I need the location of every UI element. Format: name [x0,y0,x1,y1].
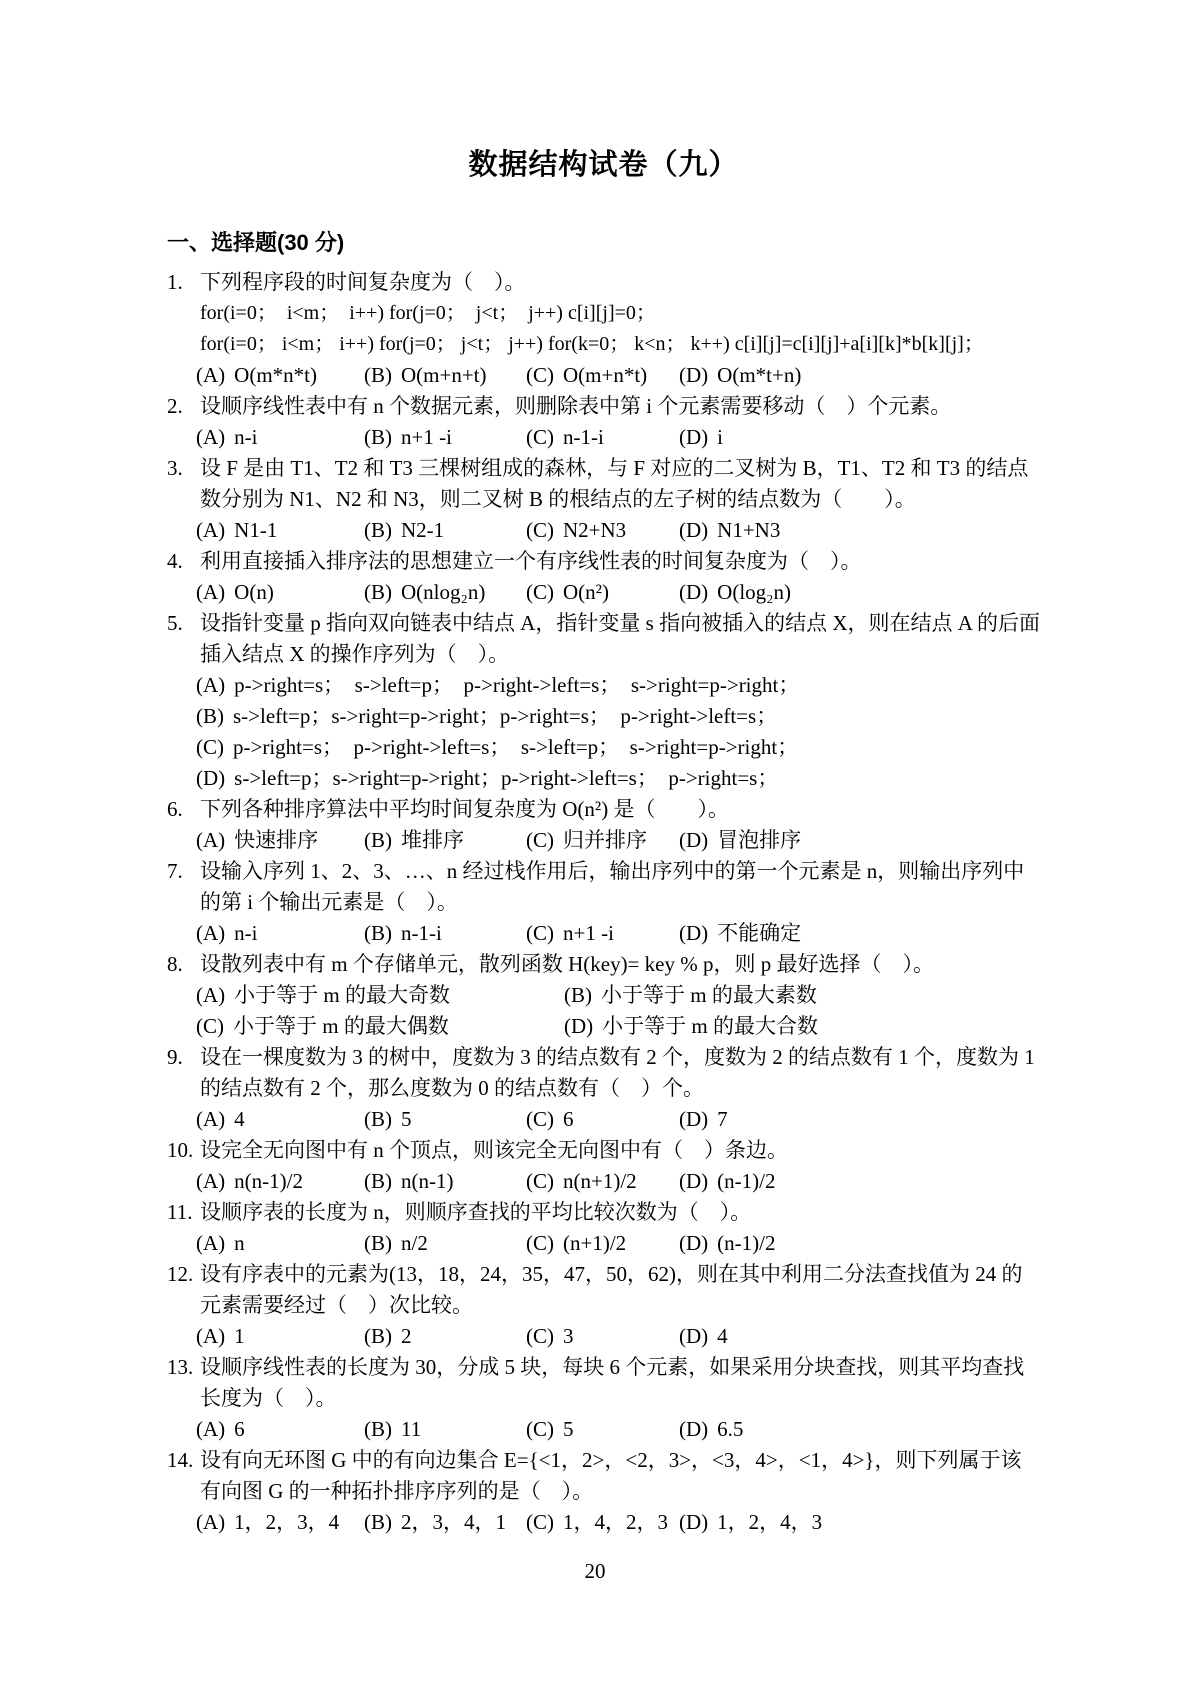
option-text: 堆排序 [401,828,464,852]
option-label: (A) [196,673,226,697]
option-label: (B) [364,1324,392,1348]
option-d [679,577,1040,608]
question-11 [167,1197,1040,1259]
question-stem: 设完全无向图中有 n 个顶点，则该完全无向图中有（ ）条边。 [200,1138,788,1162]
option-label: (C) [526,1324,554,1348]
option-label: (A) [196,1510,226,1534]
option-d [196,763,1040,794]
option-a [196,825,364,856]
option-a [196,1321,364,1352]
option-text: p->right=s； p->right->left=s； s->left=p； s->right=p->right； [233,735,799,759]
option-text: n(n+1)/2 [563,1169,637,1193]
options-group [167,670,1040,794]
option-d [679,1228,1040,1259]
option-label: (B) [364,518,392,542]
option-text: 6 [563,1107,574,1131]
option-text: 冒泡排序 [717,828,802,852]
options-group [167,422,1040,453]
option-text: 小于等于 m 的最大奇数 [234,983,450,1007]
option-label: (A) [196,983,226,1007]
option-label: (B) [196,704,224,728]
question-stem-line [167,794,1040,825]
question-number: 9. [167,1045,183,1069]
option-text: (n+1)/2 [563,1231,627,1255]
option-label: (B) [364,1510,392,1534]
option-c [526,360,679,391]
option-a [196,670,1040,701]
option-d [679,1507,1040,1538]
question-9 [167,1042,1040,1135]
option-label: (D) [679,1169,709,1193]
options-group [167,1507,1040,1538]
option-text: (n-1)/2 [717,1231,776,1255]
option-label: (A) [196,1324,226,1348]
option-c [526,422,679,453]
question-number: 14. [167,1448,194,1472]
question-3 [167,453,1040,546]
page-number: 20 [584,1559,606,1583]
option-text: O(n²) [563,580,609,604]
question-2 [167,391,1040,453]
option-d [679,918,1040,949]
options-group [167,1321,1040,1352]
option-label: (B) [364,1417,392,1441]
option-text: 6 [234,1417,245,1441]
option-label: (C) [526,425,554,449]
option-c [526,1321,679,1352]
question-stem-line [167,1197,1040,1228]
option-label: (D) [679,828,709,852]
option-b [364,577,526,608]
question-4 [167,546,1040,608]
option-text: n+1 -i [563,921,614,945]
option-text: 6.5 [717,1417,744,1441]
question-stem-line [167,1042,1040,1104]
options-group [167,1104,1040,1135]
option-label: (B) [364,828,392,852]
option-b [364,515,526,546]
question-stem: 设顺序表的长度为 n，则顺序查找的平均比较次数为（ ）。 [200,1200,752,1224]
option-c [196,732,1040,763]
option-text: O(m*n*t) [234,363,317,387]
option-label: (C) [526,518,554,542]
question-stem-line [167,453,1040,515]
option-text: O(n) [234,580,274,604]
option-label: (D) [679,425,709,449]
section-heading: 一、选择题(30 分) [167,230,345,255]
option-d [679,1414,1040,1445]
option-text: 1，2，4，3 [717,1510,823,1534]
question-stem-line [167,608,1040,670]
option-text: n-i [234,425,258,449]
question-stem: 设输入序列 1、2、3、…、n 经过栈作用后，输出序列中的第一个元素是 n，则输出序列中的第 i 个输出元素是（ ）。 [200,859,1025,914]
option-text: N2+N3 [563,518,627,542]
option-label: (C) [526,1417,554,1441]
option-label: (C) [196,735,224,759]
option-text: 5 [563,1417,574,1441]
option-label: (B) [364,1107,392,1131]
option-a [196,1507,364,1538]
option-c [526,1104,679,1135]
code-line: for(i=0； i<m； i++) for(j=0； j<t； j++) for(k=0； k<n； k++) c[i][j]=c[i][j]+a[i][k]*b[k][j]； [200,333,984,355]
option-label: (D) [679,580,709,604]
question-14 [167,1445,1040,1538]
options-group [167,577,1040,608]
question-number: 7. [167,859,183,883]
option-text: 小于等于 m 的最大素数 [601,983,817,1007]
question-stem: 设有向无环图 G 中的有向边集合 E={<1，2>，<2，3>，<3，4>，<1，4>}，则下列属于该有向图 G 的一种拓扑排序序列的是（ ）。 [200,1448,1022,1503]
option-text: (n-1)/2 [717,1169,776,1193]
option-text: N1-1 [234,518,278,542]
question-number: 2. [167,394,183,418]
option-text: n-i [234,921,258,945]
option-text: 11 [401,1417,422,1441]
option-label: (C) [526,828,554,852]
options-group [167,360,1040,391]
option-text: O(m+n+t) [401,363,487,387]
option-text: i [717,425,723,449]
option-label: (D) [679,1417,709,1441]
option-b [364,1507,526,1538]
option-c [526,515,679,546]
option-label: (B) [364,363,392,387]
option-text: 3 [563,1324,574,1348]
option-text: n [234,1231,245,1255]
option-text: s->left=p；s->right=p->right；p->right=s； p->right->left=s； [233,704,778,728]
option-text: p->right=s； s->left=p； p->right->left=s； s->right=p->right； [234,673,800,697]
option-c [196,1011,564,1042]
option-b [364,1228,526,1259]
question-10 [167,1135,1040,1197]
option-label: (A) [196,1231,226,1255]
options-group [167,980,1040,1042]
option-text: n(n-1)/2 [234,1169,303,1193]
option-a [196,577,364,608]
question-7 [167,856,1040,949]
option-d [679,1104,1040,1135]
option-b [364,422,526,453]
question-stem-line [167,1135,1040,1166]
question-1 [167,267,1040,391]
option-text: s->left=p；s->right=p->right；p->right->left=s； p->right=s； [234,766,779,790]
option-label: (C) [526,1169,554,1193]
options-group [167,1228,1040,1259]
option-label: (B) [564,983,592,1007]
option-label: (B) [364,1231,392,1255]
page-title: 数据结构试卷（九） [468,149,739,181]
option-label: (C) [526,363,554,387]
option-b [364,1321,526,1352]
option-text: n+1 -i [401,425,452,449]
question-stem-line [167,856,1040,918]
option-text: O(log₂n) [717,580,791,604]
option-label: (D) [679,1324,709,1348]
question-stem: 设散列表中有 m 个存储单元，散列函数 H(key)= key % p，则 p 最好选择（ ）。 [200,952,934,976]
options-group [167,825,1040,856]
page-content [0,146,1190,1538]
question-stem: 下列程序段的时间复杂度为（ ）。 [200,270,526,294]
option-label: (D) [679,1510,709,1534]
question-number: 4. [167,549,183,573]
question-stem-line [167,1352,1040,1414]
question-number: 6. [167,797,183,821]
option-text: n-1-i [401,921,442,945]
option-c [526,577,679,608]
option-a [196,1104,364,1135]
option-text: 不能确定 [717,921,802,945]
option-label: (A) [196,1417,226,1441]
option-text: O(m+n*t) [563,363,648,387]
question-6 [167,794,1040,856]
option-text: 4 [717,1324,728,1348]
option-d [564,1011,1040,1042]
question-number: 1. [167,270,183,294]
option-text: n-1-i [563,425,604,449]
option-a [196,515,364,546]
question-stem-line [167,391,1040,422]
option-c [526,1228,679,1259]
option-a [196,360,364,391]
option-label: (C) [526,1510,554,1534]
question-stem: 利用直接插入排序法的思想建立一个有序线性表的时间复杂度为（ ）。 [200,549,862,573]
question-number: 3. [167,456,183,480]
option-b [364,1104,526,1135]
option-text: 1，2，3，4 [234,1510,340,1534]
option-label: (C) [526,1231,554,1255]
question-number: 11. [167,1200,193,1224]
option-label: (B) [364,425,392,449]
question-stem-line [167,949,1040,980]
option-c [526,1507,679,1538]
option-d [679,515,1040,546]
option-label: (C) [526,580,554,604]
option-d [679,360,1040,391]
option-text: 5 [401,1107,412,1131]
option-label: (C) [196,1014,224,1038]
option-b [364,825,526,856]
option-b [364,1166,526,1197]
option-c [526,825,679,856]
option-label: (D) [679,363,709,387]
question-stem-line [167,267,1040,298]
option-text: n(n-1) [401,1169,454,1193]
option-text: 1 [234,1324,245,1348]
question-number: 13. [167,1355,194,1379]
question-stem: 设有序表中的元素为(13，18，24，35，47，50，62)，则在其中利用二分法查找值为 24 的元素需要经过（ ）次比较。 [200,1262,1023,1317]
option-label: (A) [196,1169,226,1193]
option-text: 1，4，2，3 [563,1510,668,1534]
question-stem: 设在一棵度数为 3 的树中，度数为 3 的结点数有 2 个，度数为 2 的结点数有 1 个，度数为 1 的结点数有 2 个，那么度数为 0 的结点数有（ ）个。 [200,1045,1040,1100]
option-text: 小于等于 m 的最大偶数 [233,1014,449,1038]
question-12 [167,1259,1040,1352]
option-d [679,422,1040,453]
option-b [564,980,1040,1011]
question-stem-line [167,546,1040,577]
option-text: n/2 [401,1231,428,1255]
option-c [526,918,679,949]
option-label: (D) [196,766,226,790]
option-text: O(nlog₂n) [401,580,486,604]
option-text: 归并排序 [563,828,647,852]
question-number: 8. [167,952,183,976]
option-d [679,1166,1040,1197]
options-group [167,1414,1040,1445]
option-label: (A) [196,921,226,945]
option-label: (A) [196,363,226,387]
option-label: (D) [679,1231,709,1255]
option-b [364,1414,526,1445]
question-stem: 设顺序线性表的长度为 30，分成 5 块，每块 6 个元素，如果采用分块查找，则其平均查找长度为（ ）。 [200,1355,1025,1410]
option-c [526,1166,679,1197]
option-label: (B) [364,1169,392,1193]
question-stem: 设 F 是由 T1、T2 和 T3 三棵树组成的森林，与 F 对应的二叉树为 B，T1、T2 和 T3 的结点数分别为 N1、N2 和 N3，则二叉树 B 的根结点的左子树的结点数为（ ）。 [200,456,1029,511]
option-text: 4 [234,1107,245,1131]
option-label: (A) [196,425,226,449]
option-label: (C) [526,921,554,945]
question-number: 12. [167,1262,194,1286]
option-text: O(m*t+n) [717,363,802,387]
question-stem-line [167,1259,1040,1321]
options-group [167,515,1040,546]
question-5 [167,608,1040,794]
option-text: 小于等于 m 的最大合数 [602,1014,818,1038]
option-a [196,918,364,949]
question-number: 10. [167,1138,194,1162]
option-label: (A) [196,1107,226,1131]
question-number: 5. [167,611,183,635]
option-text: 2 [401,1324,412,1348]
option-a [196,980,564,1011]
option-a [196,1414,364,1445]
option-b [364,918,526,949]
question-stem: 设指针变量 p 指向双向链表中结点 A，指针变量 s 指向被插入的结点 X，则在结点 A 的后面插入结点 X 的操作序列为（ ）。 [200,611,1041,666]
option-label: (D) [564,1014,594,1038]
option-a [196,1228,364,1259]
option-label: (D) [679,518,709,542]
option-label: (B) [364,580,392,604]
option-b [196,701,1040,732]
option-label: (C) [526,1107,554,1131]
code-line: for(i=0； i<m； i++) for(j=0； j<t； j++) c[i][j]=0； [200,302,656,324]
option-label: (B) [364,921,392,945]
question-stem: 设顺序线性表中有 n 个数据元素，则删除表中第 i 个元素需要移动（ ）个元素。 [200,394,952,418]
option-b [364,360,526,391]
option-label: (A) [196,580,226,604]
option-text: 快速排序 [234,828,319,852]
options-group [167,1166,1040,1197]
question-stem: 下列各种排序算法中平均时间复杂度为 O(n²) 是（ ）。 [200,797,729,821]
option-c [526,1414,679,1445]
option-label: (D) [679,1107,709,1131]
question-13 [167,1352,1040,1445]
option-d [679,825,1040,856]
question-8 [167,949,1040,1042]
option-a [196,1166,364,1197]
questions [167,267,1040,1538]
option-label: (A) [196,518,226,542]
question-stem-line [167,1445,1040,1507]
options-group [167,918,1040,949]
option-label: (D) [679,921,709,945]
option-d [679,1321,1040,1352]
option-text: 2，3，4，1 [401,1510,506,1534]
option-text: N2-1 [401,518,445,542]
option-text: 7 [717,1107,728,1131]
option-a [196,422,364,453]
option-label: (A) [196,828,226,852]
option-text: N1+N3 [717,518,781,542]
